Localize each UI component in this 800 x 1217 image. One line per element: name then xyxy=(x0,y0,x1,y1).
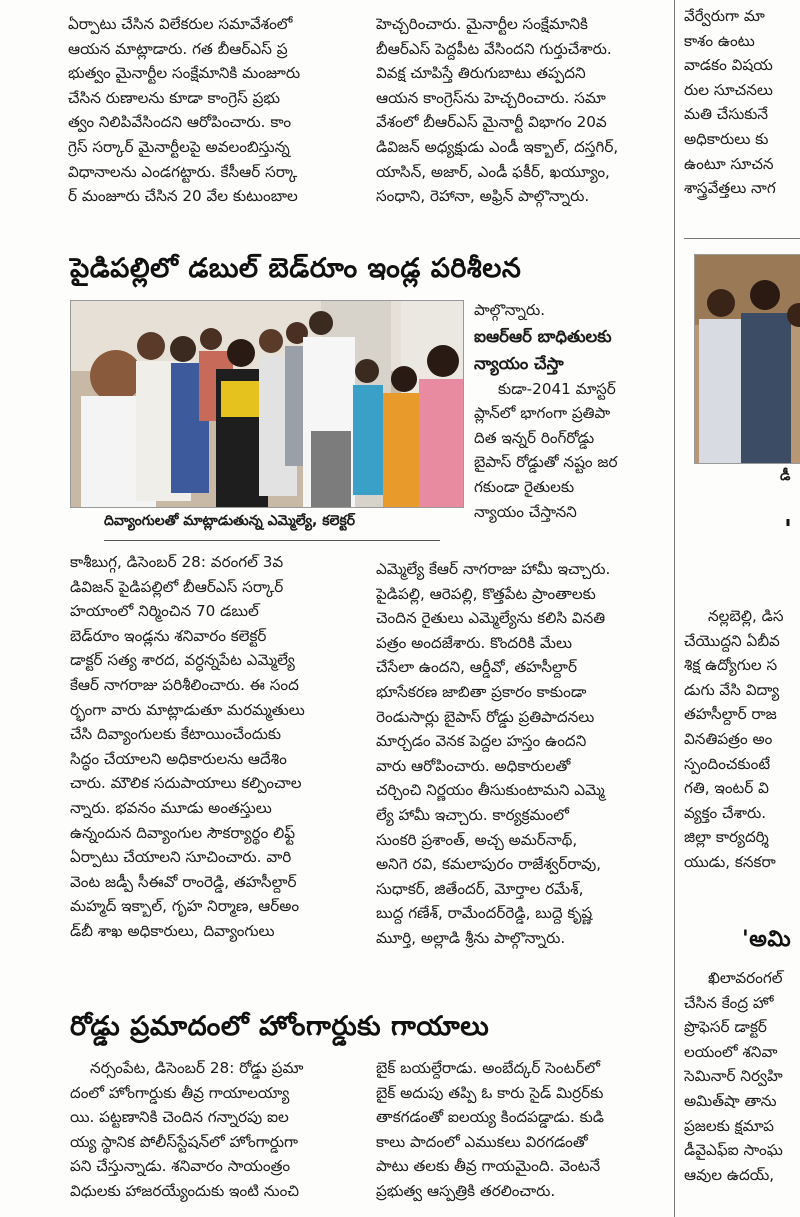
text-line: ఉన్నందున దివ్యాంగుల సౌకర్యార్థం లిఫ్ట్ xyxy=(70,823,296,842)
text-line: అధికారులు కు xyxy=(684,129,769,148)
text-line: పాల్గొన్నారు. xyxy=(474,301,546,319)
text-line: మతి చేసుకునే xyxy=(684,105,769,124)
text-line: ప్రభుత్వ ఆస్పత్రికి తరలించారు. xyxy=(376,1181,556,1200)
text-line: సుంకరి ప్రశాంత్, అచ్చ అమర్‌నాథ్, xyxy=(376,830,578,849)
text-line: విధులకు హాజరయ్యేందుకు ఇంటి నుంచి xyxy=(70,1181,299,1200)
text-line: డుగు వేసి విద్యా xyxy=(684,680,780,699)
story1-left-column xyxy=(70,550,354,944)
text-line: త్వం నిలిపివేసిందని ఆరోపించారు. కాం xyxy=(68,113,292,132)
text-line: గ్రెస్ సర్కార్ మైనార్టీలపై అవలంబిస్తున్న xyxy=(68,137,290,156)
text-line: డాక్టర్ సత్య శారద, వర్ధన్నపేట ఎమ్మెల్యే xyxy=(70,651,295,670)
text-line: సంధాని, రెహానా, అఫ్రిన్ పాల్గొన్నారు. xyxy=(376,187,590,206)
subheading: న్యాయం చేస్తా xyxy=(474,353,564,373)
text-line: సిద్ధం చేయాలని అధికారులను ఆదేశిం xyxy=(70,749,287,768)
top-middle-column xyxy=(376,12,658,209)
text-line: బైపాస్ రోడ్డుతో నష్టం జర xyxy=(474,453,618,472)
right-edge-photo xyxy=(694,254,800,464)
text-line: డివిజన్ పైడిపల్లిలో బీఆర్ఎస్ సర్కార్ xyxy=(70,577,284,596)
text-line: హయాంలో నిర్మించిన 70 డబుల్ xyxy=(70,602,259,621)
caption-underline xyxy=(104,540,440,541)
text-line: రుల సూచనలు xyxy=(684,80,773,99)
story2-right-column xyxy=(376,1056,660,1204)
right-story-headline-fragment: ' xyxy=(784,515,793,545)
text-line: చేయొద్దని ఏబీవ xyxy=(684,631,780,650)
text-line: పైడిపల్లి, ఆరెపల్లి, కొత్తపేట ప్రాంతాలకు xyxy=(376,584,596,603)
text-line: ప్లాన్‌లో భాగంగా ప్రతిపా xyxy=(474,404,611,423)
text-line: కుడా-2041 మాస్టర్ xyxy=(498,379,616,398)
story1-headline: పైడిపల్లిలో డబుల్ బెడ్‌రూం ఇండ్ల పరిశీలన xyxy=(70,253,522,284)
text-line: నర్సంపేట, డిసెంబర్ 28: రోడ్డు ప్రమా xyxy=(90,1059,304,1077)
text-line: పత్రం అందజేశారు. కొందరికి మేలు xyxy=(376,633,572,652)
text-line: సుధాకర్, జితేందర్, మోర్తాల రమేశ్, xyxy=(376,879,584,898)
text-line: కాశం ఉంటు xyxy=(684,31,755,50)
text-line: ల్యే హామీ ఇచ్చారు. కార్యక్రమంలో xyxy=(376,805,569,824)
right-top-column xyxy=(684,4,800,201)
text-line: ర్ మంజూరు చేసిన 20 వేల కుటుంబాల xyxy=(68,187,298,206)
story2-headline: రోడ్డు ప్రమాదంలో హోంగార్డుకు గాయాలు xyxy=(70,1011,490,1042)
text-line: హెచ్చరించారు. మైనార్టీల సంక్షేమానికి xyxy=(376,15,588,33)
text-line: మార్చడం వెనక పెద్దల హస్తం ఉందని xyxy=(376,732,587,751)
text-line: బైక్ అదుపు తప్పి ఓ కారు సైడ్ మిర్రర్‌కు xyxy=(376,1083,604,1102)
text-line: రెండుసార్లు బైపాస్ రోడ్డు ప్రతిపాదనలు xyxy=(376,707,595,726)
text-line: డ్‌బీ శాఖ అధికారులు, దివ్యాంగులు xyxy=(70,921,275,940)
text-line: బెడ్‌రూం ఇండ్లను శనివారం కలెక్టర్ xyxy=(70,626,267,645)
text-line: బుద్ద గణేశ్, రామేందర్‌రెడ్డి, బుద్దె కృష్ణ xyxy=(376,904,593,923)
text-line: చర్చించి నిర్ణయం తీసుకుంటామని ఎమ్మె xyxy=(376,781,605,800)
text-line: వినతిపత్రం అం xyxy=(684,729,773,748)
text-line: బైక్ బయల్దేరాడు. అంబేద్కర్ సెంటర్‌లో xyxy=(376,1059,600,1077)
text-line: విధానాలను ఎండగట్టారు. కేసీఆర్ సర్కా xyxy=(68,162,298,181)
text-line: ఉంటూ సూచన xyxy=(684,154,774,173)
text-line: వెంట జడ్పీ సీఈవో రాంరెడ్డి, తహసీల్దార్ xyxy=(70,872,297,891)
text-line: చేసిన రుణాలను కూడా కాంగ్రెస్ ప్రభు xyxy=(68,88,281,107)
text-line: యి. పట్టణానికి చెందిన గన్నారపు ఐల xyxy=(70,1108,289,1127)
story1-right-wide-column xyxy=(376,557,660,951)
text-line: చెందిన రైతులు ఎమ్మెల్యేను కలిసి వినతి xyxy=(376,609,606,628)
mla-collector-photo xyxy=(71,301,463,507)
section-divider xyxy=(684,238,800,239)
text-line: కాశీబుగ్గ, డిసెంబర్ 28: వరంగల్ 3వ xyxy=(70,553,284,571)
text-line: వేశంలో బీఆర్ఎస్ మైనార్టీ విభాగం 20వ xyxy=(376,113,607,132)
text-line: అమిత్‌షా తాను xyxy=(684,1091,777,1110)
text-line: తహసీల్దార్ రాజ xyxy=(684,705,777,724)
text-line: చేసేలా ఉందని, ఆర్డీవో, తహసీల్దార్ xyxy=(376,658,577,677)
column-divider xyxy=(674,0,675,1217)
text-line: డివిజన్ అధ్యక్షుడు ఎండీ ఇక్బాల్, దస్తగిర్, xyxy=(376,137,619,156)
text-line: చేసి దివ్యాంగులకు కేటాయించేందుకు xyxy=(70,725,282,744)
text-line: లయంలో శనివా xyxy=(684,1042,778,1061)
text-line: జిల్లా కార్యదర్శి xyxy=(684,828,769,847)
story2-left-column xyxy=(70,1056,354,1204)
text-line: ఏర్పాటు చేయాలని సూచించారు. వారి xyxy=(70,848,292,867)
text-line: అనిగె రవి, కమలాపురం రాజేశ్వర్‌రావు, xyxy=(376,855,602,874)
text-line: స్పందించకుంటే xyxy=(684,754,771,773)
text-line: యాసిన్, అజార్, ఎండీ ఫకీర్, ఖయ్యూం, xyxy=(376,162,610,181)
text-line: నల్లబెల్లి, డిస xyxy=(708,607,784,625)
right-photo-caption: డీ xyxy=(780,468,791,484)
right-story2-column xyxy=(684,966,800,1187)
text-line: భూసేకరణ జాబితా ప్రకారం కాకుండా xyxy=(376,682,587,701)
text-line: వివక్ష చూపిస్తే తిరుగుబాటు తప్పదని xyxy=(376,64,586,83)
text-line: దంలో హోంగార్డుకు తీవ్ర గాయాలయ్యా xyxy=(70,1083,290,1102)
text-line: పని చేస్తున్నాడు. శనివారం సాయంత్రం xyxy=(70,1157,291,1176)
text-line: యుడు, కనకరా xyxy=(684,852,776,871)
text-line: శాస్త్రవేత్తలు నాగ xyxy=(684,179,776,198)
text-line: బీఆర్ఎస్ పెద్దపీట వేసిందని గుర్తుచేశారు. xyxy=(376,39,612,58)
text-line: ఆయన మాట్లాడారు. గత బీఆర్ఎస్ ప్ర xyxy=(68,39,288,58)
text-line: కాలు పాదంలో ఎముకలు విరగడంతో xyxy=(376,1132,588,1151)
text-line: గకుండా రైతులకు xyxy=(474,477,575,496)
text-line: భుత్వం మైనార్టీల సంక్షేమానికి మంజూరు xyxy=(68,64,301,83)
text-line: మూర్తి, అల్లాడి శ్రీను పాల్గొన్నారు. xyxy=(376,928,566,947)
group-photo xyxy=(695,255,800,463)
text-line: చేసిన కేంద్ర హో xyxy=(684,993,774,1012)
text-line: గతి, ఇంటర్ వి xyxy=(684,779,769,798)
right-story2-headline: 'అమి xyxy=(742,927,792,952)
text-line: కేఆర్ నాగరాజు పరిశీలించారు. ఈ సంద xyxy=(70,675,299,694)
photo-caption: దివ్యాంగులతో మాట్లాడుతున్న ఎమ్మెల్యే, కలెక్టర్ xyxy=(104,513,356,529)
text-line: వేర్వేరుగా మా xyxy=(684,7,765,25)
story1-right-column xyxy=(474,298,660,524)
text-line: ప్రొఫెసర్ డాక్టర్ xyxy=(684,1018,767,1037)
text-line: డీవైఎఫ్ఐ సాంఘ xyxy=(684,1141,783,1160)
text-line: మహ్మద్ ఇక్బాల్, గృహ నిర్మాణ, ఆర్అం xyxy=(70,897,300,916)
text-line: పాటు తలకు తీవ్ర గాయమైంది. వెంటనే xyxy=(376,1157,601,1176)
text-line: చారు. మౌలిక సదుపాయాలు కల్పించాల xyxy=(70,774,302,793)
top-left-column xyxy=(68,12,358,209)
text-line: తాకగడంతో ఐలయ్య కిందపడ్డాడు. కుడి xyxy=(376,1108,605,1127)
text-line: ఎమ్మెల్యే కేఆర్ నాగరాజు హామీ ఇచ్చారు. xyxy=(376,560,611,578)
text-line: ఏర్పాటు చేసిన విలేకరుల సమావేశంలో xyxy=(68,15,293,33)
text-line: ఆయన కాంగ్రెస్‌ను హెచ్చరించారు. సమా xyxy=(376,88,606,107)
story1-photo xyxy=(70,300,464,508)
subheading: ఐఆర్ఆర్ బాధితులకు xyxy=(474,326,612,346)
text-line: దిత ఇన్నర్ రింగ్‌రోడ్డు xyxy=(474,428,595,447)
text-line: వాడకం విషయ xyxy=(684,56,773,75)
text-line: శిక్ష ఉద్యోగుల స xyxy=(684,656,778,675)
text-line: వ్యక్తం చేశారు. xyxy=(684,803,767,822)
text-line: సెమినార్ నిర్వహి xyxy=(684,1067,783,1086)
text-line: ఆవుల ఉదయ్, xyxy=(684,1165,775,1184)
right-story-column xyxy=(684,604,800,875)
text-line: య్య స్థానిక పోలీస్‌స్టేషన్‌లో హోంగార్డుగా xyxy=(70,1132,298,1151)
text-line: న్యాయం చేస్తానని xyxy=(474,502,577,521)
text-line: న్నారు. భవనం మూడు అంతస్తులు xyxy=(70,798,272,817)
text-line: వారు ఆరోపించారు. అధికారులతో xyxy=(376,756,571,775)
text-line: ప్రజలకు క్షమాప xyxy=(684,1116,774,1135)
text-line: ర్భంగా వారు మాట్లాడుతూ మరమ్మతులు xyxy=(70,700,305,719)
text-line: ఖిలావరంగల్ xyxy=(708,969,783,987)
